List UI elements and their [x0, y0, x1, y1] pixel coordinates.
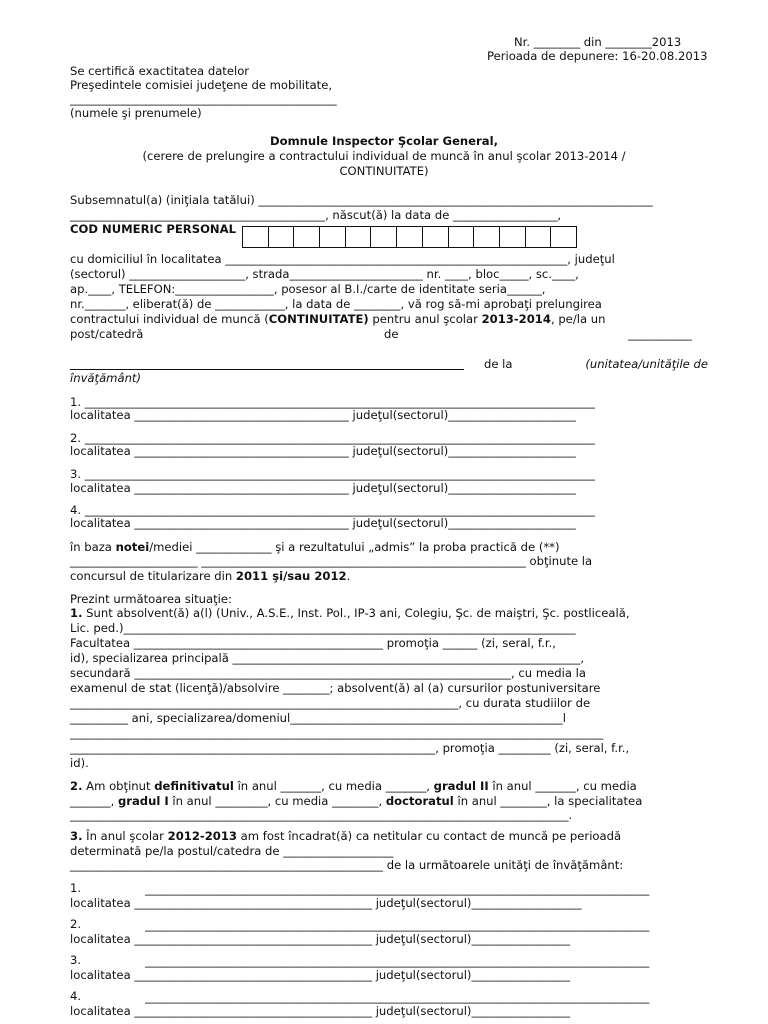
cnp-digit-box[interactable]	[370, 226, 397, 248]
unit2-4-name[interactable]: _______________________________________________________________________________________	[145, 990, 650, 1004]
registration-number[interactable]: Nr. ________ din ________2013	[514, 35, 682, 49]
section-3-line-3[interactable]: ______________________________________________________ de la următoarele unităţi de învăţământ:	[70, 858, 624, 872]
section-1-line-10[interactable]: _______________________________________________________________, promoţia _________ (zi, seral, f.r.,	[70, 741, 630, 755]
section-1-line-4[interactable]: id), specializarea principală ____________________________________________________________,	[70, 651, 585, 665]
cnp-digit-box[interactable]	[319, 226, 346, 248]
unit2-3-name[interactable]: _______________________________________________________________________________________	[145, 954, 650, 968]
phone-id-field[interactable]: ap.____, TELEFON:_________________, posesor al B.I./carte de identitate seria______,	[70, 282, 546, 296]
unit-4-name[interactable]: 4. ________________________________________________________________________________________	[70, 503, 595, 517]
cnp-digit-box[interactable]	[525, 226, 552, 248]
titularizare-line: concursul de titularizare din 2011 şi/sau 2012.	[70, 569, 351, 583]
cnp-digit-box[interactable]	[473, 226, 500, 248]
unit-4-locality[interactable]: localitatea _____________________________________ judeţul(sectorul)______________________	[70, 516, 576, 530]
unit2-2-name[interactable]: _______________________________________________________________________________________	[145, 918, 650, 932]
unit2-2-locality[interactable]: localitatea _________________________________________ judeţul(sectorul)_________________	[70, 932, 571, 946]
birth-date-field[interactable]: ____________________________________________, născut(ă) la data de __________________,	[70, 208, 562, 222]
cnp-digit-box[interactable]	[499, 226, 526, 248]
practical-exam-line[interactable]: ______________________ ________________________________________________________ obţinute la	[70, 554, 593, 568]
section-2-line-1[interactable]: 2. Am obţinut definitivatul în anul _______, cu media _______, gradul II în anul _______, cu media	[70, 779, 637, 793]
de-la-label: de la	[484, 357, 513, 371]
de-label: de	[384, 327, 399, 341]
unit2-1-locality[interactable]: localitatea _________________________________________ judeţul(sectorul)___________________	[70, 896, 582, 910]
section-2-line-3[interactable]: ______________________________________________________________________________________.	[70, 808, 573, 822]
unit2-3-locality[interactable]: localitatea _________________________________________ judeţul(sectorul)_________________	[70, 968, 571, 982]
unit-2-locality[interactable]: localitatea _____________________________________ judeţul(sectorul)______________________	[70, 444, 576, 458]
request-subtitle: (cerere de prelungire a contractului individual de muncă în anul şcolar 2013-2014 / CONTINUITATE)	[142, 149, 626, 178]
cnp-digit-box[interactable]	[293, 226, 320, 248]
address-field[interactable]: (sectorul) ____________________, strada_______________________ nr. ____, bloc_____, sc.____,	[70, 267, 579, 281]
section-1-line-5[interactable]: secundară _________________________________________________________________, cu media la	[70, 666, 586, 680]
locality-field[interactable]: cu domiciliul în localitatea ___________________________________________________________, judeţul	[70, 252, 615, 266]
section-1-line-3[interactable]: Facultatea ___________________________________________ promoţia ______ (zi, seral, f.r.,	[70, 636, 556, 650]
unit2-1-name[interactable]: _______________________________________________________________________________________	[145, 882, 650, 896]
section-1-line-9[interactable]: ____________________________________________________________________________________________	[70, 726, 604, 740]
cnp-digit-box[interactable]	[448, 226, 475, 248]
unit-3-locality[interactable]: localitatea _____________________________________ judeţul(sectorul)______________________	[70, 481, 576, 495]
id-issued-field[interactable]: nr._______, eliberat(ă) de ____________, la data de ________, vă rog să-mi aprobaţi prelungirea	[70, 297, 602, 311]
post-line[interactable]	[70, 369, 464, 370]
section-1-line-2[interactable]: Lic. ped.)______________________________________________________________________________	[70, 621, 576, 635]
unit2-4-number: 4.	[70, 989, 82, 1003]
unit-1-name[interactable]: 1. ________________________________________________________________________________________	[70, 395, 595, 409]
grade-line[interactable]: în baza notei/mediei _____________ şi a rezultatului „admis” la proba practică de (**)	[70, 540, 560, 554]
unit2-1-number: 1.	[70, 881, 82, 895]
post-de-field[interactable]: ___________	[628, 327, 692, 341]
section-1-line-7[interactable]: ___________________________________________________________________, cu durata studiilor de	[70, 696, 591, 710]
unit-caption-cont: învăţământ)	[70, 371, 142, 385]
cnp-digit-box[interactable]	[422, 226, 449, 248]
cnp-label: COD NUMERIC PERSONAL	[70, 222, 236, 236]
cnp-digit-box[interactable]	[550, 226, 577, 248]
unit2-4-locality[interactable]: localitatea _________________________________________ judeţul(sectorul)_________________	[70, 1004, 571, 1018]
unit-1-locality[interactable]: localitatea _____________________________________ judeţul(sectorul)______________________	[70, 408, 576, 422]
name-caption: (numele şi prenumele)	[70, 106, 202, 120]
section-3-line-2[interactable]: determinată pe/la postul/catedra de ___________________	[70, 844, 394, 858]
section-1-line-6[interactable]: examenul de stat (licenţă)/absolvire ________; absolvent(ă) al (a) cursurilor postuniversitare	[70, 681, 601, 695]
cnp-digit-box[interactable]	[345, 226, 372, 248]
submission-period: Perioada de depunere: 16-20.08.2013	[487, 49, 708, 63]
contract-line: contractului individual de muncă (CONTINUITATE) pentru anul şcolar 2013-2014, pe/la un	[70, 312, 606, 326]
applicant-name-field[interactable]: Subsemnatul(a) (iniţiala tatălui) ____________________________________________________________________	[70, 193, 653, 207]
unit-2-name[interactable]: 2. ________________________________________________________________________________________	[70, 431, 595, 445]
commission-president-name-field[interactable]: ______________________________________________	[70, 92, 337, 106]
certify-line-2: Preşedintele comisiei judeţene de mobilitate,	[70, 78, 333, 92]
certify-line-1: Se certifică exactitatea datelor	[70, 64, 250, 78]
cnp-boxes	[243, 226, 577, 248]
section-1-line-11: id).	[70, 756, 89, 770]
situation-intro: Prezint următoarea situaţie:	[70, 592, 232, 606]
cnp-digit-box[interactable]	[242, 226, 269, 248]
salutation-title: Domnule Inspector Şcolar General,	[270, 134, 498, 148]
unit2-2-number: 2.	[70, 917, 82, 931]
section-1-line-8[interactable]: __________ ani, specializarea/domeniul_______________________________________________l	[70, 711, 566, 725]
unit2-3-number: 3.	[70, 953, 82, 967]
post-label: post/catedră	[70, 327, 144, 341]
section-3-line-1: 3. În anul şcolar 2012-2013 am fost încadrat(ă) ca netitular cu contact de muncă pe perioadă	[70, 829, 622, 843]
section-2-line-2[interactable]: _______, gradul I în anul _________, cu media ________, doctoratul în anul ________, la specialitatea	[70, 794, 643, 808]
cnp-digit-box[interactable]	[268, 226, 295, 248]
section-1-line-1: 1. Sunt absolvent(ă) a(l) (Univ., A.S.E., Inst. Pol., IP-3 ani, Colegiu, Şc. de maiştri, Şc. postliceală,	[70, 606, 630, 620]
unit-caption: (unitatea/unităţile de	[585, 357, 708, 371]
cnp-digit-box[interactable]	[396, 226, 423, 248]
unit-3-name[interactable]: 3. ________________________________________________________________________________________	[70, 467, 595, 481]
